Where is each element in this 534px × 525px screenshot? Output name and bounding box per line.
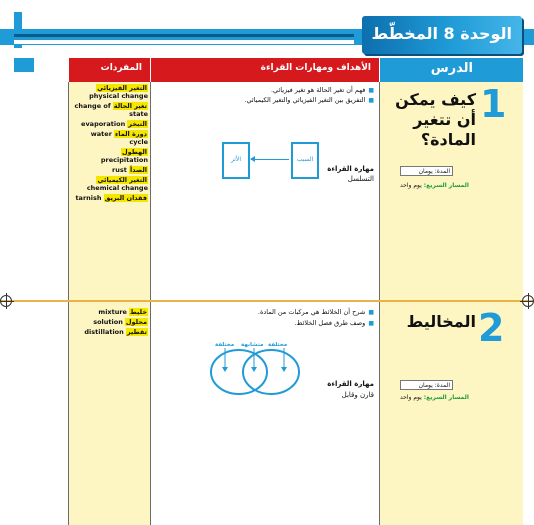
lesson-1-number: 1 <box>480 82 507 126</box>
column-header-vocab <box>69 58 150 82</box>
venn-label-middle: متشابهة <box>241 342 264 348</box>
vocab-arabic: التغير الكيميائي <box>97 176 147 184</box>
venn-arrow-icon <box>251 367 257 372</box>
vocab-english: chemical change <box>86 184 148 192</box>
vocab-item <box>72 102 148 118</box>
lesson-1-goal: ■ فهم أن تغير الحالة هو تغير فيزيائي. <box>164 86 374 94</box>
column-header-vocab-label: المفردات <box>100 63 142 73</box>
vocab-english: rust <box>112 166 127 174</box>
header-band-highlight <box>14 40 354 44</box>
vocab-arabic: الهطول <box>121 148 147 156</box>
vocab-arabic: التغير الفيزيائي <box>97 84 147 92</box>
vocab-english: evaporation <box>81 120 126 128</box>
lesson-2-title: المخاليط <box>406 312 476 331</box>
vocab-arabic: دورة الماء <box>114 130 147 138</box>
vocab-item <box>72 130 148 146</box>
lesson-1-fast-track <box>400 182 469 189</box>
lesson-2-goal: ■ شرح أن الخلائط هي مركبات من المادة. <box>164 308 374 316</box>
vocab-english: tarnish <box>75 194 102 202</box>
cause-effect-arrow-icon <box>251 159 289 160</box>
venn-circle-left <box>211 350 267 394</box>
vocab-item <box>72 308 148 316</box>
vocab-arabic: خليط <box>130 308 147 316</box>
lesson-1-skill: التسلسل <box>347 175 374 183</box>
vocab-arabic: الصدأ <box>129 166 147 174</box>
column-header-lesson-label: الدرس <box>430 61 473 76</box>
lesson-2-skill: قارن وقابل <box>341 391 374 399</box>
vocab-item <box>72 148 148 164</box>
vocab-english: water cycle <box>90 130 148 146</box>
venn-diagram <box>205 337 305 397</box>
vocab-english: distillation <box>84 328 124 336</box>
vocab-arabic: محلول <box>125 318 147 326</box>
vocab-item <box>72 176 148 192</box>
vocab-item <box>72 166 148 174</box>
unit-title-box <box>362 16 522 54</box>
lesson-1-pace: المدة: يومان <box>400 166 453 176</box>
vocab-item <box>72 120 148 128</box>
row-separator <box>0 300 534 302</box>
vocab-item <box>72 194 148 202</box>
lesson-1-title: كيف يمكن أن تتغير المادة؟ <box>395 90 476 149</box>
vocab-arabic: تقطير <box>126 328 147 336</box>
lesson-2-goal: ■ وصف طرق فصل الخلائط. <box>164 319 374 327</box>
column-header-lesson <box>380 58 523 82</box>
lesson-2-fast-track <box>400 394 469 401</box>
vocab-item <box>72 318 148 326</box>
venn-label-left: مختلفة <box>215 342 235 348</box>
vocab-arabic: التبخر <box>128 120 147 128</box>
column-divider <box>68 82 69 525</box>
vocab-english: physical change <box>89 92 148 100</box>
margin-tab <box>14 58 34 72</box>
cause-box: السبب <box>291 142 319 179</box>
column-header-goals-label: الأهداف ومهارات القراءة <box>260 63 371 73</box>
vocab-english: mixture <box>98 308 127 316</box>
lesson-1-skill-title: مهارة القراءة <box>327 165 374 173</box>
venn-arrow-icon <box>222 367 228 372</box>
venn-circle-right <box>243 350 299 394</box>
header-band-stripe <box>14 34 354 37</box>
column-divider <box>150 82 151 525</box>
vocab-arabic: تغير الحالة <box>113 102 147 110</box>
vocab-english: solution <box>93 318 123 326</box>
lesson-1-goal: ■ التفريق بين التغير الفيزيائي والتغير الكيميائي. <box>164 96 374 104</box>
vocab-arabic: فقدان البريق <box>104 194 147 202</box>
unit-title: الوحدة 8 المخطّط <box>371 24 512 43</box>
vocab-english: precipitation <box>100 156 148 164</box>
fast-track-label: المسار السريع: <box>423 394 469 401</box>
vocab-english: change of state <box>74 102 148 118</box>
column-header-goals <box>151 58 379 82</box>
lesson-2-skill-title: مهارة القراءة <box>327 380 374 388</box>
lesson-2-vocab-list <box>72 308 148 338</box>
vocab-item <box>72 328 148 336</box>
registration-mark-icon <box>522 295 534 307</box>
lesson-2-number: 2 <box>478 306 505 350</box>
registration-mark-icon <box>0 295 12 307</box>
lesson-1-vocab-list <box>72 84 148 204</box>
fast-track-value: يوم واحد <box>400 394 422 401</box>
venn-arrow-icon <box>281 367 287 372</box>
fast-track-label: المسار السريع: <box>423 182 469 189</box>
fast-track-value: يوم واحد <box>400 182 422 189</box>
effect-box: الأثر <box>222 142 250 179</box>
vocab-item <box>72 84 148 100</box>
lesson-2-pace: المدة: يومان <box>400 380 453 390</box>
venn-label-right: مختلفة <box>268 342 288 348</box>
